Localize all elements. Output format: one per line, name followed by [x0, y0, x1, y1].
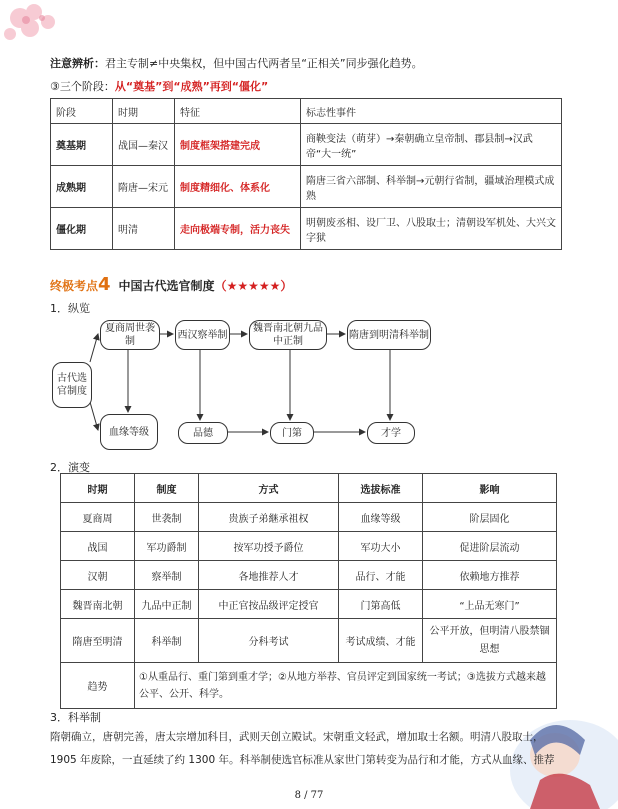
- evolution-header-cell: 选拔标准: [339, 474, 423, 503]
- note-line: [50, 55, 423, 71]
- section-heading-keju: 3．科举制: [50, 711, 101, 724]
- evolution-cell: 阶层固化: [423, 503, 557, 532]
- evolution-cell: 夏商周: [61, 503, 135, 532]
- evolution-cell: 贵族子弟継承祖权: [199, 503, 339, 532]
- stage-cell: 成熟期: [51, 166, 113, 208]
- evolution-cell: 分科考试: [199, 619, 339, 663]
- stages-title: 从“奠基”到“成熟”再到“僵化”: [114, 80, 269, 93]
- evolution-cell: 考试成绩、才能: [339, 619, 423, 663]
- evolution-row: [61, 561, 557, 590]
- evolution-row: [61, 619, 557, 663]
- kaodian-stars: （★★★★★）: [214, 279, 293, 293]
- evolution-header-cell: 时期: [61, 474, 135, 503]
- evolution-cell: 科举制: [135, 619, 199, 663]
- diagram-node-mendi: 门第: [270, 422, 314, 444]
- section-heading-evolution: 2．演变: [50, 461, 90, 474]
- diagram-node-caixue: 才学: [367, 422, 415, 444]
- note-label: 注意辨析：: [50, 57, 105, 70]
- stages-prefix: ③三个阶段：: [50, 80, 115, 93]
- stages-header-cell: 标志性事件: [301, 99, 562, 124]
- stage-cell: 奠基期: [51, 124, 113, 166]
- kaodian-prefix: 终极考点: [50, 279, 99, 293]
- evolution-table: [60, 473, 557, 709]
- feature-cell: 走向极端专制，活力丧失: [175, 208, 301, 250]
- feature-cell: 制度框架搭建完成: [175, 124, 301, 166]
- event-cell: 隋唐三省六部制、科举制→元朝行省制，疆域治理模式成熟: [301, 166, 562, 208]
- evolution-cell: 中正官按品级评定授官: [199, 590, 339, 619]
- evolution-trend-row: [61, 663, 557, 709]
- trend-label: 趋势: [61, 663, 135, 709]
- kaodian-number: 4: [98, 274, 111, 295]
- diagram-node-xueyuan: 血缘等级: [100, 414, 158, 450]
- evolution-cell: “上品无寒门”: [423, 590, 557, 619]
- evolution-cell: 战国: [61, 532, 135, 561]
- evolution-cell: 隋唐至明清: [61, 619, 135, 663]
- evolution-header-row: [61, 474, 557, 503]
- evolution-cell: 促进阶层流动: [423, 532, 557, 561]
- evolution-cell: 察举制: [135, 561, 199, 590]
- kaodian-title: 中国古代选官制度: [118, 279, 215, 293]
- page-number: 8 / 77: [294, 790, 324, 801]
- evolution-cell: 世袭制: [135, 503, 199, 532]
- stages-heading: [50, 78, 268, 94]
- diagram-node-suitang: 隋唐到明清科举制: [347, 320, 431, 350]
- event-cell: 商鞅变法（萌芽）→秦朝确立皇帝制、郡县制→汉武帝“大一统”: [301, 124, 562, 166]
- stages-row: [51, 166, 562, 208]
- evolution-row: [61, 503, 557, 532]
- evolution-header-cell: 方式: [199, 474, 339, 503]
- stages-header-cell: 特征: [175, 99, 301, 124]
- evolution-cell: 血缘等级: [339, 503, 423, 532]
- period-cell: 战国—秦汉: [113, 124, 175, 166]
- feature-cell: 制度精细化、体系化: [175, 166, 301, 208]
- evolution-cell: 品行、才能: [339, 561, 423, 590]
- trend-text: ①从重品行、重门第到重才学；②从地方举荐、官员评定到国家统一考试；③选拔方式越来越公平、公开、科学。: [135, 663, 557, 709]
- evolution-header-cell: 制度: [135, 474, 199, 503]
- diagram-node-pinde: 品德: [178, 422, 228, 444]
- stage-cell: 僵化期: [51, 208, 113, 250]
- evolution-cell: 各地推荐人才: [199, 561, 339, 590]
- note-text: 君主专制≠中央集权，但中国古代两者呈“正相关”同步强化趋势。: [105, 57, 423, 70]
- diagram-node-xihan: 西汉察举制: [175, 320, 230, 350]
- kaodian-heading: [50, 274, 292, 295]
- evolution-cell: 门第高低: [339, 590, 423, 619]
- diagram-root-node: 古代选官制度: [52, 362, 92, 408]
- event-cell: 明朝废丞相、设厂卫、八股取士；清朝设军机处、大兴文字狱: [301, 208, 562, 250]
- period-cell: 隋唐—宋元: [113, 166, 175, 208]
- period-cell: 明清: [113, 208, 175, 250]
- keju-paragraph: 隋朝确立，唐朝完善，唐太宗增加科目，武则天创立殿试。宋朝重文轻武，增加取士名额。明清八股取士，1905 年废除，一直延续了约 1300 年。科举制使选官标准从家世门第转变为品行和才能，方式从血缘、推荐: [50, 731, 555, 766]
- stages-header-cell: 阶段: [51, 99, 113, 124]
- evolution-row: [61, 590, 557, 619]
- evolution-cell: 九品中正制: [135, 590, 199, 619]
- evolution-cell: 汉朝: [61, 561, 135, 590]
- section-heading-overview: 1．纵览: [50, 302, 90, 315]
- stages-header-row: [51, 99, 562, 124]
- evolution-row: [61, 532, 557, 561]
- evolution-cell: 军功爵制: [135, 532, 199, 561]
- diagram-node-weijin: 魏晋南北朝九品中正制: [249, 320, 327, 350]
- stages-header-cell: 时期: [113, 99, 175, 124]
- flower-decoration: [0, 0, 120, 60]
- stages-table: [50, 98, 562, 250]
- evolution-cell: 魏晋南北朝: [61, 590, 135, 619]
- evolution-cell: 按军功授予爵位: [199, 532, 339, 561]
- evolution-header-cell: 影响: [423, 474, 557, 503]
- diagram-node-shizhou: 夏商周世袭制: [100, 320, 160, 350]
- stages-row: [51, 208, 562, 250]
- evolution-cell: 依赖地方推荐: [423, 561, 557, 590]
- evolution-cell: 公平开放，但明清八股禁锢思想: [423, 619, 557, 663]
- flow-diagram: [50, 312, 440, 452]
- evolution-cell: 军功大小: [339, 532, 423, 561]
- stages-row: [51, 124, 562, 166]
